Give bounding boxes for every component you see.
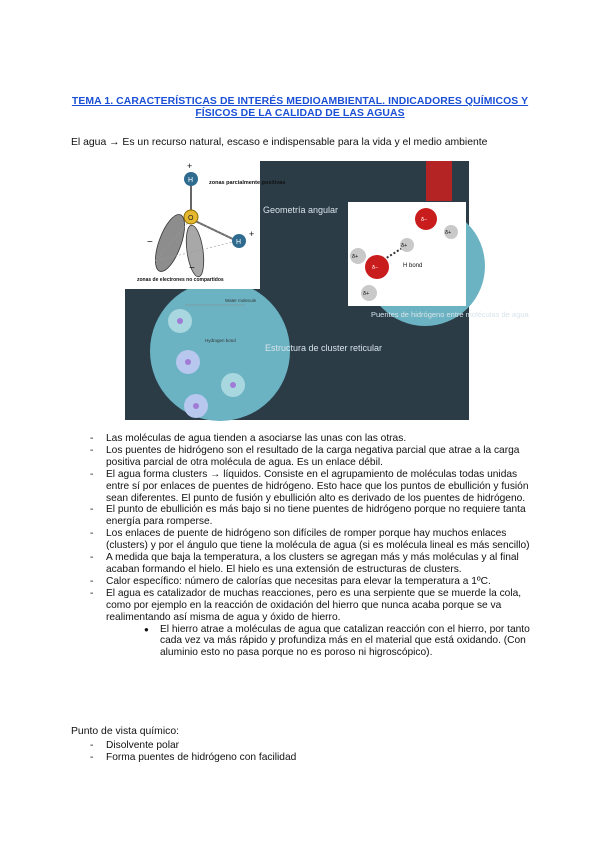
atom-h-top-label: H [188,177,194,184]
hbond-label: H bond [403,263,423,269]
delta-minus-1: δ− [372,265,379,271]
delta-plus-4: δ+ [445,230,452,236]
delta-plus-3: δ+ [401,243,408,249]
delta-plus-1: δ+ [363,291,370,297]
geometry-label: Geometría angular [263,205,339,215]
list-item: - Los puentes de hidrógeno son el resultado de la carga negativa parcial que atrae a la carga positiva parcial de otra molécula de agua. Es un enlace débil. [90,445,540,469]
zones-electrons-label: zonas de electrones no compartidos [137,277,224,283]
list-item: - Los enlaces de puente de hidrógeno son difíciles de romper porque hay muchos enlaces (clusters) y por el ángulo que tiene la molécula de agua (si es molécula lineal es más sencillo) [90,528,540,552]
list-item: - Calor específico: número de calorías que necesitas para elevar la temperatura a 1ºC. [90,576,540,588]
atom-h-right-label: H [236,239,242,246]
list-item-text: El agua es catalizador de muchas reacciones, pero es una serpiente que se muerde la cola, como por ejemplo en la reacción de oxidación del hierro que nunca acaba porque se va realimentando así misma de agua y óxido de hierro. [106,587,522,623]
list-item: - Forma puentes de hidrógeno con facilidad [90,752,540,764]
plus-sign-top: + [187,161,193,171]
minus-sign-left: − [147,237,153,248]
delta-plus-2: δ+ [352,254,359,260]
chem-section-label: Punto de vista químico: [71,726,180,737]
list-item: - El punto de ebullición es más bajo si no tiene puentes de hidrógeno porque no requiere tanta energía para romperse. [90,504,540,528]
minus-sign-bottom: − [189,263,195,274]
atom-o-label: O [188,215,194,222]
sub-bullet-list [106,624,540,660]
plus-sign-right: + [249,229,255,239]
zones-positive-label: zonas parcialmente positivas [209,180,286,186]
water-figure [125,161,529,420]
list-item: - Disolvente polar [90,740,540,752]
list-item: - El agua forma clusters → líquidos. Consiste en el agrupamiento de moléculas todas unidas entre sí por enlaces de puentes de hidrógeno. Esto hace que los puntos de ebullición y fusión sean diferentes. El punto de fusión y ebullición alto es derivado de los puentes de hidrógeno. [90,469,540,505]
page-title: TEMA 1. CARACTERÍSTICAS DE INTERÉS MEDIOAMBIENTAL. INDICADORES QUÍMICOS Y FÍSICOS DE LA CALIDAD DE LAS AGUAS [71,96,529,119]
cluster-label: Estructura de cluster reticular [265,343,383,353]
water-figure-graphic [125,161,529,420]
delta-minus-2: δ− [421,217,428,223]
sub-list-item: ● El hierro atrae a moléculas de agua que catalizan reacción con el hierro, por tanto cada vez va más rápido y profundiza más en el material que está oxidando. (Con aluminio esto no pasa porque no es poroso ni higroscópico). [146,624,540,660]
hydrogen-bond-label: Hydrogen bond [205,338,236,343]
chem-bullet-list [90,740,540,764]
water-molecule-label: Water molecule [225,298,257,303]
list-item: - A medida que baja la temperatura, a los clusters se agregan más y más moléculas y al final acaban formando el hielo. El hielo es una extensión de estructuras de clusters. [90,552,540,576]
bridges-label: Puentes de hidrógeno entre moléculas de agua [371,310,529,319]
list-item: - Las moléculas de agua tienden a asociarse las unas con las otras. [90,433,540,445]
intro-text: El agua → Es un recurso natural, escaso e indispensable para la vida y el medio ambiente [71,137,488,148]
list-item [90,588,540,659]
main-bullet-list [90,433,540,659]
